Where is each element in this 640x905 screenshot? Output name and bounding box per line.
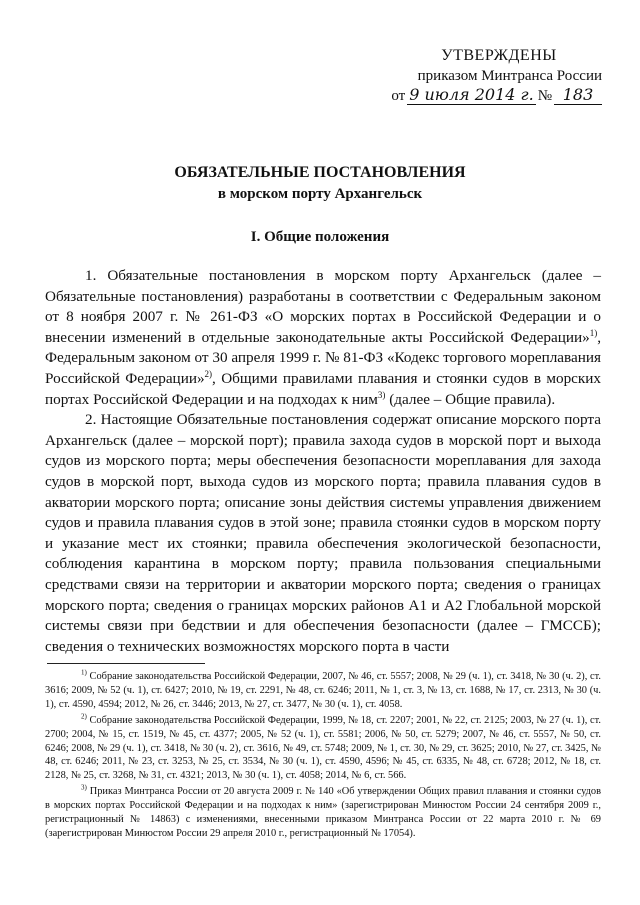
footnote-marker: 2) (81, 712, 87, 721)
approval-date-handwritten: 9 июля 2014 г. (409, 85, 534, 104)
document-body (45, 266, 601, 657)
footnote-2 (45, 714, 601, 784)
footnote-divider (47, 663, 205, 664)
footnote-ref-2: 2) (204, 368, 213, 379)
approval-number-handwritten: 183 (554, 86, 602, 105)
paragraph-1-text-d: (далее – Общие правила). (385, 390, 556, 408)
approval-signature-line (372, 86, 602, 106)
approval-number-label: № (537, 88, 552, 104)
document-subtitle: в морском порту Архангельск (217, 186, 423, 202)
footnote-text: Приказ Минтранса России от 20 августа 2009 г. № 140 «Об утверждении Общих правил плавания и стоянки судов в морских портах Российской Федерации и на подходах к ним» (зарегистрирован Минюстом России 24 сентября 2009 г., регистрационный № 14863) с изменениями, внесенными приказом Минтранса России от 22 марта 2010 г. № 69 (зарегистрирован Минюстом России 29 апреля 2010 г., регистрационный № 17054). (45, 786, 601, 839)
footnotes (45, 670, 601, 843)
footnote-3 (45, 785, 601, 841)
paragraph-2: 2. Настоящие Обязательные постановления содержат описание морского порта Архангельск (далее – морской порт); правила захода судов в морской порт и выхода судов из морского порта; меры обеспечения безопасности мореплавания для захода судов в морской порт, выхода судов из морского порта; правила плавания судов в акватории морского порта; описание зоны действия системы управления движением судов и правила плавания судов в этой зоне; правила стоянки судов в морском порту и указание мест их стоянки; правила обеспечения экологической безопасности, соблюдения карантина в морском порту; правила пользования специальными средствами связи на территории и акватории морского порта; сведения о границах морского порта; сведения о границах морских районов A1 и A2 Глобальной морской системы связи при бедствии и для обеспечения безопасности (далее – ГМССБ); сведения о технических возможностях морского порта в части (45, 411, 601, 655)
paragraph-1-text-c: , Общими правилами плавания и стоянки судов в морских портах Российской Федерации и на подходах к ним (45, 369, 602, 408)
footnote-marker: 3) (81, 783, 87, 792)
paragraph-1 (45, 266, 601, 410)
footnote-text: Собрание законодательства Российской Федерации, 1999, № 18, ст. 2207; 2001, № 22, ст. 2125; 2003, № 27 (ч. 1), ст. 2700; 2004, № 15, ст. 1519, № 45, ст. 4377; 2005, № 52 (ч. 1), ст. 5581; 2006, № 50, ст. 5279; 2007, № 46, ст. 5557, № 50, ст. 6246; 2008, № 29 (ч. 1), ст. 3418, № 30 (ч. 2), ст. 3616, № 49, ст. 5748; 2009, № 1, ст. 30, № 29, ст. 3625; 2010, № 27, ст. 3425, № 48, ст. 6246; 2011, № 23, ст. 3253, № 25, ст. 3534, № 30 (ч. 1), ст. 4590, 4596; № 45, ст. 6335, № 48, ст. 6728; 2012, № 18, ст. 2128, № 25, ст. 3268, № 31, ст. 4321; 2013, № 30 (ч. 1), ст. 4058; 2014, № 6, ст. 566. (45, 714, 601, 782)
approval-title: УТВЕРЖДЕНЫ (441, 47, 557, 64)
footnote-ref-3: 3) (377, 389, 386, 400)
footnote-1 (45, 670, 601, 712)
paragraph-1-text-b: , Федеральным законом от 30 апреля 1999 г. № 81-ФЗ «Кодекс торгового мореплавания Российской Федерации» (45, 328, 601, 387)
footnote-marker: 1) (81, 668, 87, 677)
approval-stamp (372, 46, 602, 106)
approval-order-line: приказом Минтранса России (417, 68, 602, 84)
approval-from-label: от (391, 88, 406, 104)
footnote-ref-1: 1) (589, 327, 598, 338)
paragraph-1-text-a: 1. Обязательные постановления в морском порту Архангельск (далее – Обязательные постановления) разработаны в соответствии с Федеральным законом от 8 ноября 2007 г. № 261-ФЗ «О морских портах в Российской Федерации и о внесении изменений в отдельные законодательные акты Российской Федерации» (45, 267, 601, 346)
section-title: I. Общие положения (250, 229, 390, 245)
document-title: ОБЯЗАТЕЛЬНЫЕ ПОСТАНОВЛЕНИЯ (174, 164, 466, 181)
footnote-text: Собрание законодательства Российской Федерации, 2007, № 46, ст. 5557; 2008, № 29 (ч. 1), ст. 3418, № 30 (ч. 2), ст. 3616; 2009, № 52 (ч. 1), ст. 6427; 2010, № 19, ст. 2291, № 48, ст. 6246; 2011, № 1, ст. 3, № 13, ст. 1688, № 17, ст. 2313, № 30 (ч. 1), ст. 4590, 4594; 2012, № 26, ст. 3446; 2013, № 27, ст. 3477, № 30 (ч. 1), ст. 4058. (45, 671, 601, 710)
